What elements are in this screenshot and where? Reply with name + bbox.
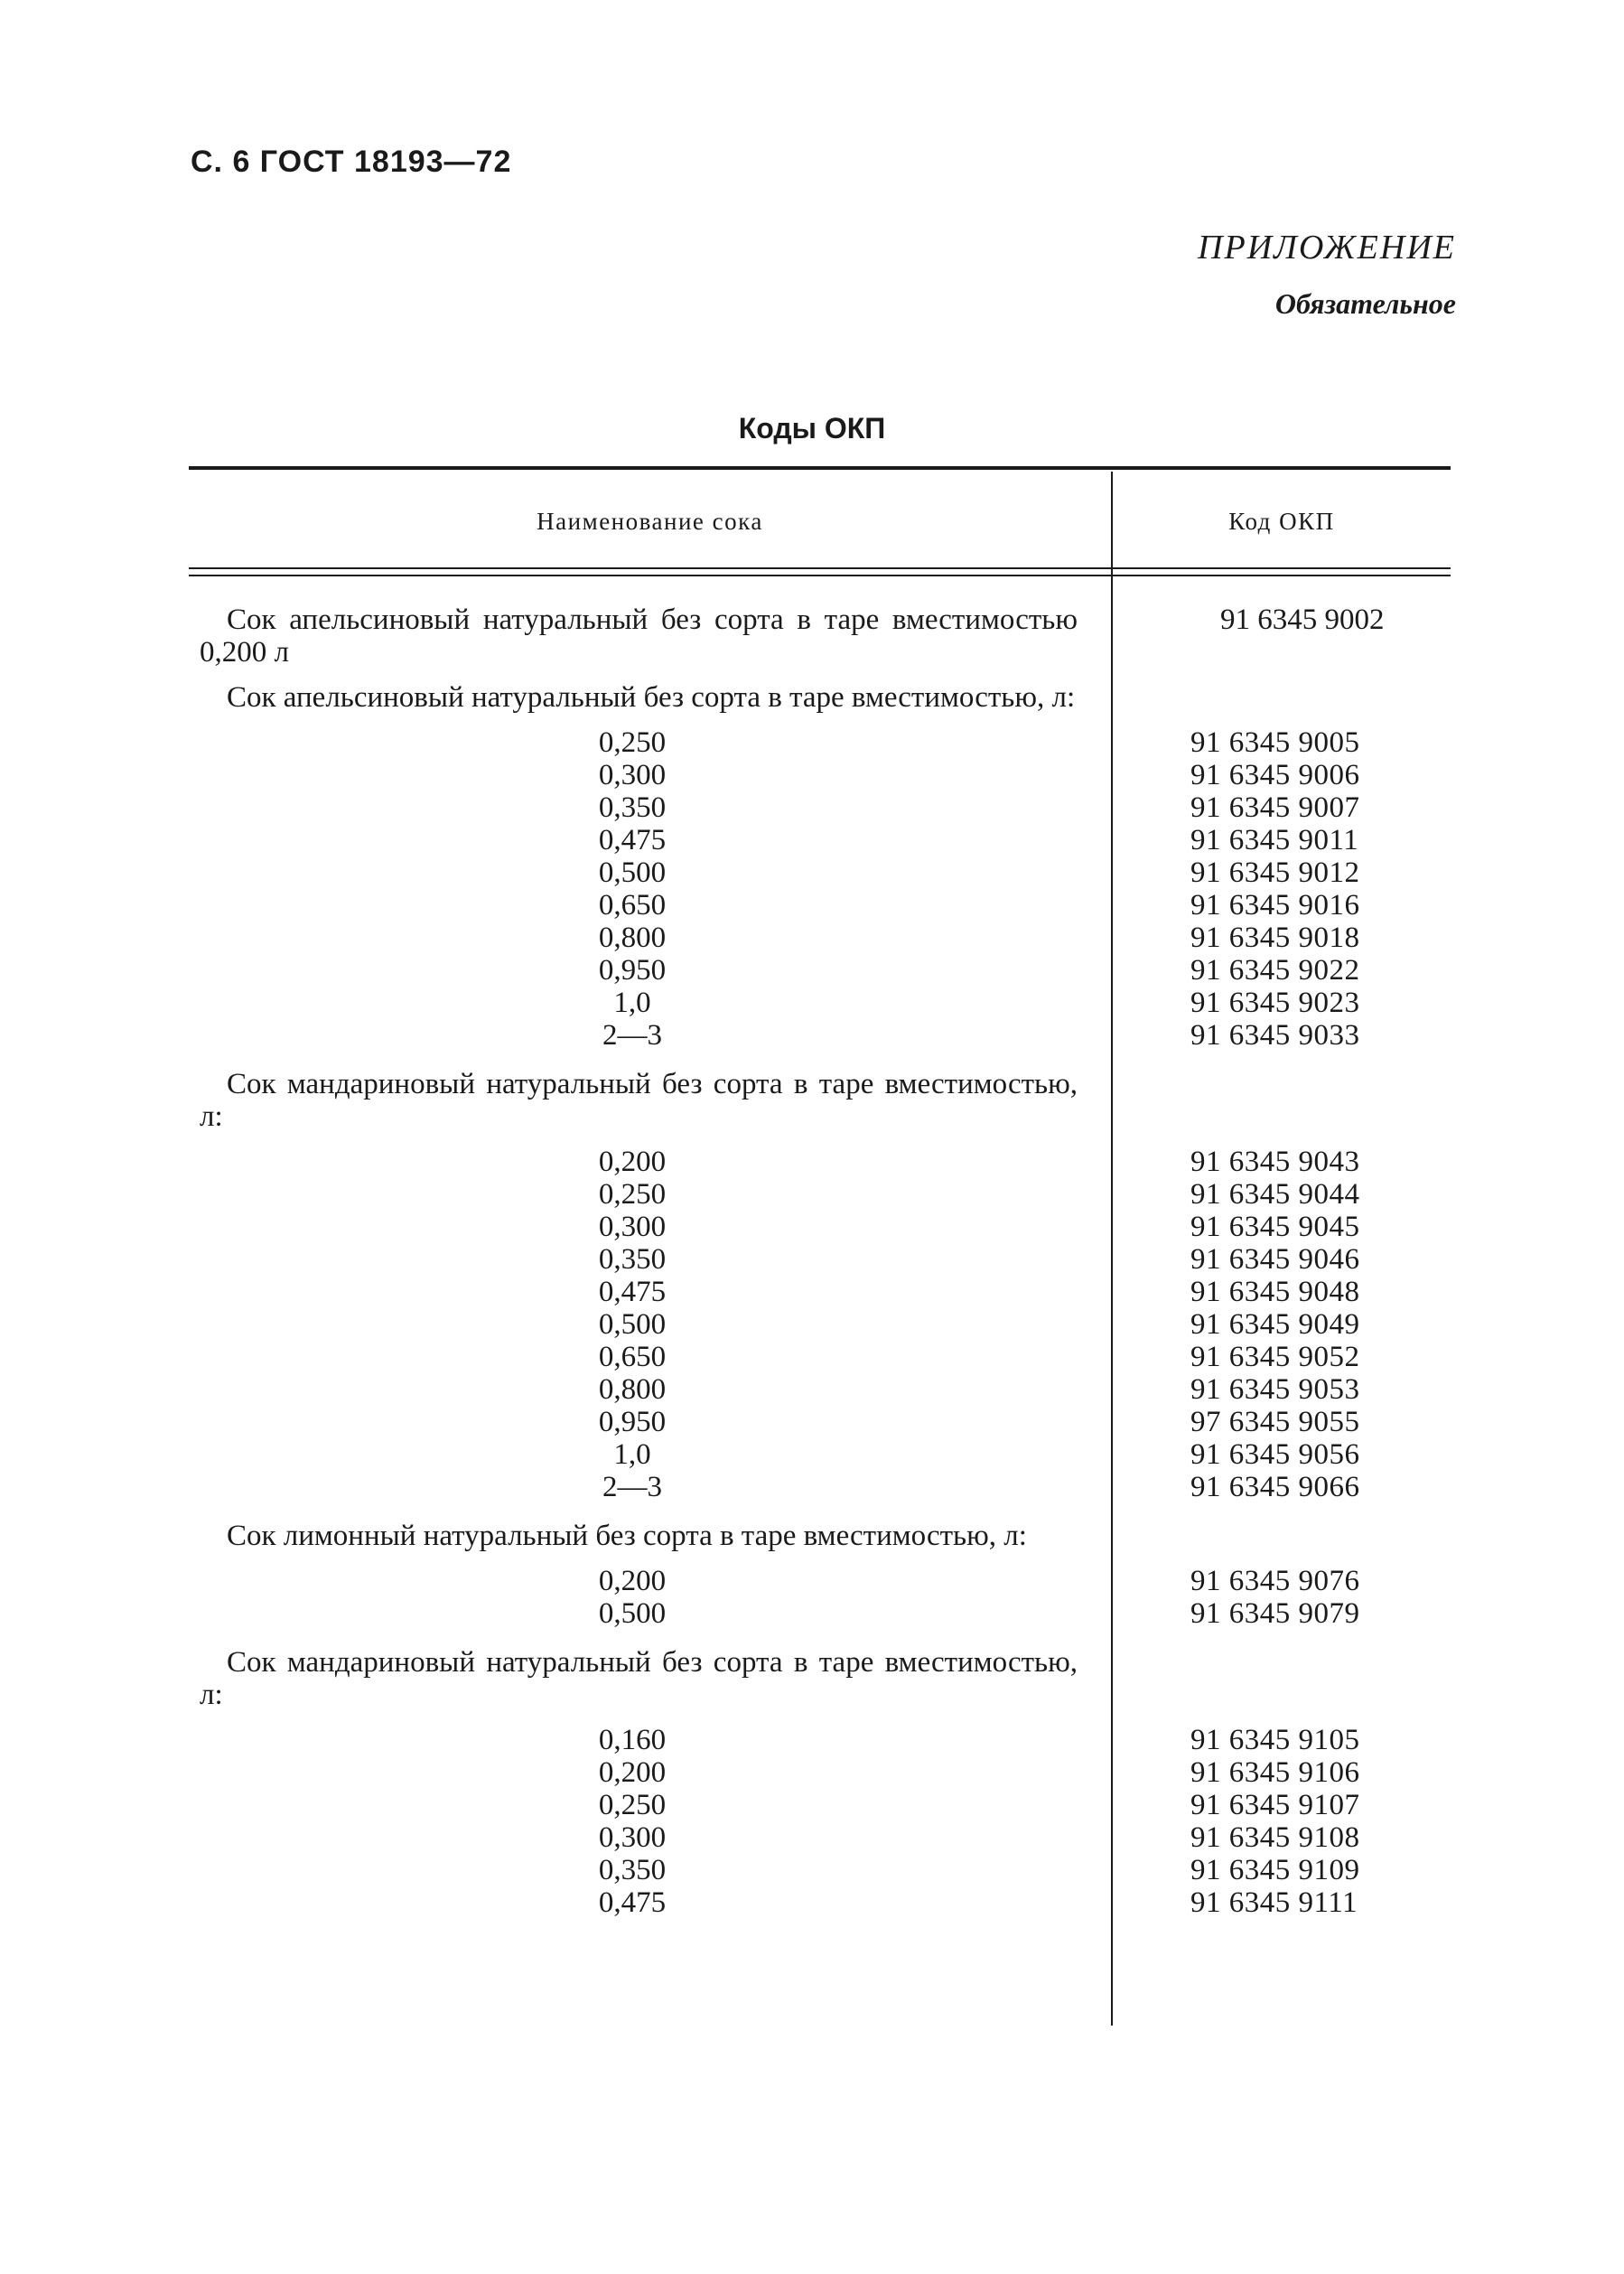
- table-body: [0, 604, 1624, 1935]
- volume-value: 0,950: [598, 1406, 667, 1438]
- okp-code: 91 6345 9045: [1190, 1211, 1360, 1243]
- okp-code: 97 6345 9055: [1190, 1406, 1360, 1438]
- okp-code: 91 6345 9105: [1190, 1724, 1360, 1756]
- table-row: [0, 889, 1624, 922]
- volume-value: 0,300: [598, 1821, 667, 1854]
- appendix-subtitle: Обязательное: [1274, 287, 1456, 320]
- okp-code: 91 6345 9023: [1190, 987, 1360, 1019]
- okp-code: 91 6345 9044: [1190, 1178, 1360, 1211]
- juice-description-text: Сок апельсиновый натуральный без сорта в таре вместимостью, л:: [227, 681, 1076, 714]
- okp-code: 91 6345 9053: [1190, 1373, 1360, 1406]
- okp-code: 91 6345 9052: [1190, 1341, 1360, 1373]
- okp-code: 91 6345 9007: [1190, 791, 1360, 824]
- juice-description: [200, 1520, 1078, 1552]
- okp-code: 91 6345 9107: [1190, 1789, 1360, 1821]
- volume-value: 0,350: [598, 1243, 667, 1276]
- volume-value: 0,475: [598, 824, 667, 856]
- juice-description-text: Сок мандариновый натуральный без сорта в таре вместимостью, л:: [200, 1068, 1078, 1133]
- table-group: [0, 1646, 1624, 1930]
- table-row: [0, 824, 1624, 856]
- table-row: [0, 1724, 1624, 1756]
- volume-value: 0,500: [598, 856, 667, 889]
- volume-value: 0,200: [598, 1565, 667, 1597]
- column-header-name: Наименование сока: [537, 508, 763, 535]
- okp-code: 91 6345 9079: [1190, 1597, 1360, 1630]
- okp-code: 91 6345 9033: [1190, 1019, 1360, 1052]
- appendix-heading: [1198, 228, 1456, 321]
- volume-value: 0,250: [598, 726, 667, 759]
- table-row: [0, 1308, 1624, 1341]
- table-header-rule: [189, 567, 1451, 576]
- table-row: [0, 1438, 1624, 1471]
- okp-code: 91 6345 9012: [1190, 856, 1360, 889]
- table-row: [0, 1597, 1624, 1630]
- volume-value: 0,300: [598, 759, 667, 791]
- table-row: [0, 1471, 1624, 1503]
- table-group: [0, 604, 1624, 669]
- volume-value: 0,475: [598, 1276, 667, 1308]
- table-row: [0, 1243, 1624, 1276]
- okp-code: 91 6345 9016: [1190, 889, 1360, 922]
- table-row: [0, 759, 1624, 791]
- table-row: [0, 1019, 1624, 1052]
- volume-value: 0,500: [598, 1597, 667, 1630]
- table-row: [0, 791, 1624, 824]
- volume-value: 1,0: [613, 1438, 651, 1471]
- volume-value: 1,0: [613, 987, 651, 1019]
- juice-description: [200, 681, 1078, 714]
- okp-code: 91 6345 9108: [1190, 1821, 1360, 1854]
- okp-code: 91 6345 9076: [1190, 1565, 1360, 1597]
- table-row: [0, 1178, 1624, 1211]
- table-row: [0, 1886, 1624, 1919]
- table-row: [0, 856, 1624, 889]
- table-group: [0, 1068, 1624, 1514]
- table-row: [0, 1341, 1624, 1373]
- volume-value: 0,650: [598, 889, 667, 922]
- juice-description-text: Сок лимонный натуральный без сорта в таре вместимостью, л:: [227, 1520, 1027, 1552]
- volume-value: 0,250: [598, 1178, 667, 1211]
- okp-code: 91 6345 9022: [1190, 954, 1360, 987]
- volume-value: 0,160: [598, 1724, 667, 1756]
- table-top-rule: [189, 466, 1451, 470]
- okp-code: 91 6345 9048: [1190, 1276, 1360, 1308]
- juice-description-text: Сок апельсиновый натуральный без сорта в таре вместимостью 0,200 л: [200, 604, 1078, 669]
- table-row: [0, 1406, 1624, 1438]
- volume-value: 0,800: [598, 922, 667, 954]
- column-header-code: Код ОКП: [1228, 508, 1335, 535]
- volume-value: 0,300: [598, 1211, 667, 1243]
- okp-code: 91 6345 9043: [1190, 1146, 1360, 1178]
- table-row: [0, 1146, 1624, 1178]
- okp-code: 91 6345 9002: [1220, 604, 1385, 636]
- volume-value: 0,950: [598, 954, 667, 987]
- juice-description: [200, 1646, 1078, 1711]
- okp-code: 91 6345 9111: [1190, 1886, 1358, 1919]
- okp-code: 91 6345 9046: [1190, 1243, 1360, 1276]
- juice-description: [200, 1068, 1078, 1133]
- table-group: [0, 1520, 1624, 1641]
- table-row: [0, 1211, 1624, 1243]
- volume-value: 0,200: [598, 1756, 667, 1789]
- table-row: [0, 922, 1624, 954]
- volume-value: 0,500: [598, 1308, 667, 1341]
- table-row: [0, 954, 1624, 987]
- table-row: [0, 1789, 1624, 1821]
- table-row: [0, 1854, 1624, 1886]
- okp-code: 91 6345 9049: [1190, 1308, 1360, 1341]
- table-row: [0, 1821, 1624, 1854]
- okp-code: 91 6345 9006: [1190, 759, 1360, 791]
- volume-value: 0,350: [598, 1854, 667, 1886]
- table-row: [0, 1373, 1624, 1406]
- volume-value: 2—3: [602, 1019, 662, 1052]
- volume-value: 0,475: [598, 1886, 667, 1919]
- table-row: [0, 726, 1624, 759]
- okp-code: 91 6345 9109: [1190, 1854, 1360, 1886]
- okp-code: 91 6345 9011: [1190, 824, 1359, 856]
- okp-code: 91 6345 9018: [1190, 922, 1360, 954]
- volume-value: 0,250: [598, 1789, 667, 1821]
- volume-value: 2—3: [602, 1471, 662, 1503]
- table-row: [0, 987, 1624, 1019]
- okp-code: 91 6345 9066: [1190, 1471, 1360, 1503]
- volume-value: 0,800: [598, 1373, 667, 1406]
- juice-description: [200, 604, 1385, 669]
- okp-code: 91 6345 9106: [1190, 1756, 1360, 1789]
- page-reference: С. 6 ГОСТ 18193—72: [191, 145, 512, 179]
- table-row: [0, 1756, 1624, 1789]
- table-row: [0, 1565, 1624, 1597]
- juice-description-text: Сок мандариновый натуральный без сорта в таре вместимостью, л:: [200, 1646, 1078, 1711]
- table-title: Коды ОКП: [738, 412, 886, 445]
- table-row: [0, 1276, 1624, 1308]
- okp-code: 91 6345 9056: [1190, 1438, 1360, 1471]
- volume-value: 0,350: [598, 791, 667, 824]
- appendix-title: ПРИЛОЖЕНИЕ: [1198, 229, 1456, 267]
- volume-value: 0,200: [598, 1146, 667, 1178]
- volume-value: 0,650: [598, 1341, 667, 1373]
- okp-code: 91 6345 9005: [1190, 726, 1360, 759]
- table-group: [0, 681, 1624, 1062]
